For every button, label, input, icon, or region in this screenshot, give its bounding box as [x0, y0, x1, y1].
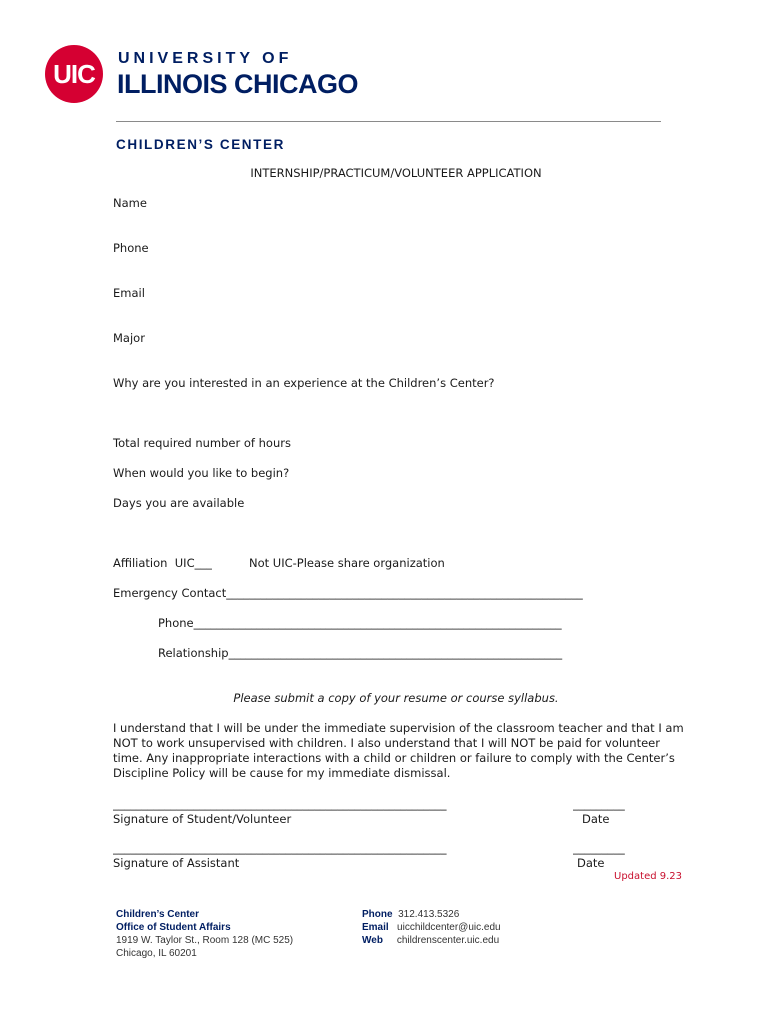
begin-label: When would you like to begin? [113, 466, 290, 480]
childrens-center-heading: CHILDREN’S CENTER [116, 137, 285, 152]
footer-office-name: Office of Student Affairs [116, 922, 231, 933]
student-signature-label: Signature of Student/Volunteer [113, 812, 292, 826]
footer-phone-label: Phone [362, 909, 393, 920]
footer-address-line2: Chicago, IL 60201 [116, 948, 197, 959]
not-uic-label: Not UIC-Please share organization [249, 556, 445, 570]
email-label: Email [113, 286, 145, 300]
emergency-phone-line: Phone________________________________________________________________ [158, 616, 562, 630]
university-of-text: UNIVERSITY OF [118, 50, 293, 67]
hours-label: Total required number of hours [113, 436, 291, 450]
footer-web[interactable]: childrenscenter.uic.edu [396, 935, 500, 946]
assistant-signature-label: Signature of Assistant [113, 856, 240, 870]
updated-note: Updated 9.23 [614, 871, 683, 882]
student-date-label: Date [582, 812, 610, 826]
student-signature-line: __________________________________________________________ [113, 797, 447, 811]
footer-email-label: Email [362, 922, 389, 933]
student-date-line: _________ [573, 797, 625, 811]
footer-address-block [116, 908, 293, 960]
footer-email[interactable]: uicchildcenter@uic.edu [397, 922, 501, 933]
illinois-chicago-text: ILLINOIS CHICAGO [117, 69, 358, 99]
submit-note: Please submit a copy of your resume or course syllabus. [233, 691, 559, 705]
footer-phone: 312.413.5326 [398, 909, 460, 920]
footer-address-line1: 1919 W. Taylor St., Room 128 (MC 525) [116, 935, 294, 946]
footer-contact-block [362, 908, 501, 947]
agreement-statement: I understand that I will be under the immediate supervision of the classroom teacher and that I am NOT to work unsupervised with children. I also understand that I will NOT be paid for volunteer time. Any inappropriate interactions with a child or children or failure to comply with the Center’s Discipline Policy will be cause for my immediate dismissal. [113, 721, 684, 780]
phone-label: Phone [113, 241, 149, 255]
affiliation-uic-label: Affiliation UIC___ [113, 556, 212, 570]
why-interested-label: Why are you interested in an experience at the Children’s Center? [113, 376, 495, 390]
major-label: Major [113, 331, 145, 345]
days-available-label: Days you are available [113, 496, 245, 510]
footer-web-label: Web [362, 935, 383, 946]
assistant-date-line: _________ [573, 841, 625, 855]
emergency-relationship-line: Relationship__________________________________________________________ [158, 646, 563, 660]
form-title: INTERNSHIP/PRACTICUM/VOLUNTEER APPLICATION [250, 166, 542, 180]
assistant-signature-line: __________________________________________________________ [113, 841, 447, 855]
emergency-contact-line: Emergency Contact______________________________________________________________ [113, 586, 583, 600]
uic-logo: UIC [45, 45, 103, 103]
header-divider [116, 121, 661, 122]
footer-center-name: Children’s Center [116, 909, 199, 920]
name-label: Name [113, 196, 147, 210]
assistant-date-label: Date [577, 856, 605, 870]
